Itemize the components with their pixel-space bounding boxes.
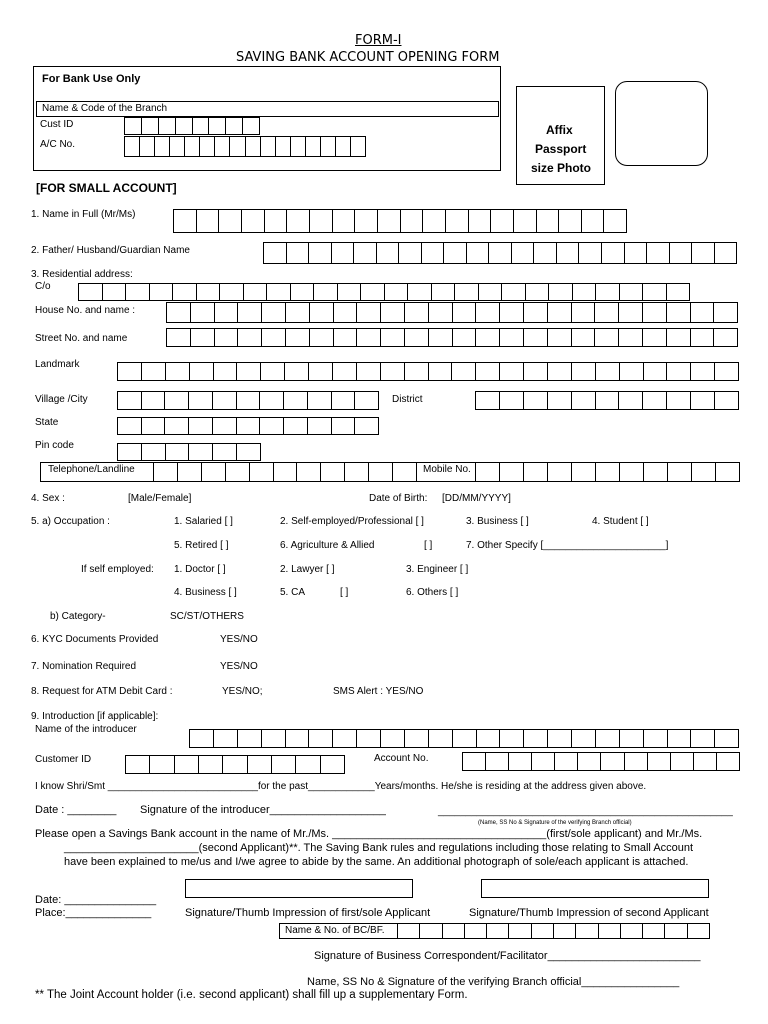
self-business[interactable]: 4. Business [ ] <box>174 587 237 598</box>
kyc-label: 6. KYC Documents Provided <box>31 634 159 645</box>
introducer-signature: Signature of the introducer___________________ <box>140 804 386 816</box>
customer-id-cells[interactable] <box>125 755 345 774</box>
name-label: 1. Name in Full (Mr/Ms) <box>31 209 136 220</box>
self-lawyer[interactable]: 2. Lawyer [ ] <box>280 564 335 575</box>
father-label: 2. Father/ Husband/Guardian Name <box>31 245 190 256</box>
self-engineer[interactable]: 3. Engineer [ ] <box>406 564 469 575</box>
second-photo-box <box>615 81 708 166</box>
introducer-name-cells[interactable] <box>189 729 739 748</box>
signature-place: Place:______________ <box>35 907 152 919</box>
state-cells[interactable] <box>117 417 379 435</box>
state-label: State <box>35 417 59 428</box>
self-doctor[interactable]: 1. Doctor [ ] <box>174 564 226 575</box>
occupation-self-employed[interactable]: 2. Self-employed/Professional [ ] <box>280 516 424 527</box>
nomination-value[interactable]: YES/NO <box>220 661 258 672</box>
district-label: District <box>392 394 423 405</box>
co-label: C/o <box>35 281 51 292</box>
section-title: [FOR SMALL ACCOUNT] <box>36 181 177 195</box>
self-employed-label: If self employed: <box>81 564 154 575</box>
name-cells[interactable] <box>173 209 627 233</box>
verifying-signature-caption: (Name, SS No & Signature of the verifying Branch official) <box>478 820 632 826</box>
declaration-line-3: have been explained to me/us and I/we agree to abide by the same. An additional photograph of sole/each applicant is attached. <box>64 856 689 868</box>
house-cells[interactable] <box>166 302 738 323</box>
occupation-business[interactable]: 3. Business [ ] <box>466 516 529 527</box>
ac-no-cells[interactable] <box>124 136 366 157</box>
customer-id-label: Customer ID <box>35 754 92 765</box>
footnote: ** The Joint Account holder (i.e. second applicant) shall fill up a supplementary Form. <box>35 989 468 1001</box>
landmark-label: Landmark <box>35 359 80 370</box>
nomination-label: 7. Nomination Required <box>31 661 137 672</box>
mobile-label: Mobile No. <box>423 464 471 475</box>
father-cells[interactable] <box>263 242 737 264</box>
atm-label: 8. Request for ATM Debit Card : <box>31 686 173 697</box>
district-cells[interactable] <box>475 391 739 410</box>
sms-alert[interactable]: SMS Alert : YES/NO <box>333 686 424 697</box>
form-number: FORM-I <box>355 33 402 48</box>
photo-text-3: size Photo <box>531 161 592 175</box>
bc-name-label: Name & No. of BC/BF. <box>285 925 385 936</box>
bank-use-title: For Bank Use Only <box>42 73 141 85</box>
first-applicant-signature-box[interactable] <box>185 879 413 898</box>
photo-text-1: Affix <box>546 123 573 137</box>
occupation-other[interactable]: 7. Other Specify [______________________] <box>466 540 669 551</box>
second-applicant-signature-label: Signature/Thumb Impression of second Applicant <box>469 907 709 919</box>
self-others[interactable]: 6. Others [ ] <box>406 587 459 598</box>
kyc-value[interactable]: YES/NO <box>220 634 258 645</box>
pin-label: Pin code <box>35 440 74 451</box>
verifying-signature-line: _____________________________________________________ <box>438 806 733 817</box>
signature-date: Date: _______________ <box>35 894 157 906</box>
declaration-line-1: Please open a Savings Bank account in the name of Mr./Ms. ___________________________________(first/sole applicant) and Mr./Ms. <box>35 828 703 840</box>
intro-label: 9. Introduction [if applicable]: <box>31 711 159 722</box>
occupation-salaried[interactable]: 1. Salaried [ ] <box>174 516 233 527</box>
street-cells[interactable] <box>166 328 738 347</box>
occupation-student[interactable]: 4. Student [ ] <box>592 516 649 527</box>
dob-format: [DD/MM/YYYY] <box>442 493 511 504</box>
first-applicant-signature-label: Signature/Thumb Impression of first/sole Applicant <box>185 907 431 919</box>
bc-signature: Signature of Business Correspondent/Facilitator_________________________ <box>314 950 701 962</box>
branch-official-signature: Name, SS No & Signature of the verifying Branch official________________ <box>307 976 680 988</box>
introducer-name-label: Name of the introducer <box>35 724 137 735</box>
branch-label: Name & Code of the Branch <box>42 103 168 114</box>
occupation-agriculture-box[interactable]: [ ] <box>424 540 433 551</box>
declaration-line-2: ______________________(second Applicant)**. The Saving Bank rules and regulations including those relating to Small Account <box>64 842 694 854</box>
cust-id-cells[interactable] <box>124 117 260 135</box>
co-cells[interactable] <box>78 283 690 301</box>
account-no-label: Account No. <box>374 753 429 764</box>
address-label: 3. Residential address: <box>31 269 133 280</box>
atm-value[interactable]: YES/NO; <box>222 686 263 697</box>
mobile-cells[interactable] <box>475 462 740 482</box>
self-ca[interactable]: 5. CA <box>280 587 306 598</box>
intro-date: Date : ________ <box>35 804 117 816</box>
cust-id-label: Cust ID <box>40 119 74 130</box>
second-applicant-signature-box[interactable] <box>481 879 709 898</box>
pin-cells[interactable] <box>117 443 261 461</box>
telephone-cells[interactable] <box>153 462 417 482</box>
telephone-label: Telephone/Landline <box>48 464 135 475</box>
category-label: b) Category- <box>50 611 106 622</box>
photo-text-2: Passport <box>535 142 587 156</box>
self-ca-box[interactable]: [ ] <box>340 587 349 598</box>
street-label: Street No. and name <box>35 333 128 344</box>
village-label: Village /City <box>35 394 88 405</box>
know-line: I know Shri/Smt ___________________________for the past____________Years/months. He/she is residing at the address given above. <box>35 781 647 792</box>
bc-name-cells[interactable] <box>397 923 710 939</box>
house-label: House No. and name : <box>35 305 136 316</box>
category-value: SC/ST/OTHERS <box>170 611 244 622</box>
occupation-agriculture[interactable]: 6. Agriculture & Allied <box>280 540 375 551</box>
occupation-retired[interactable]: 5. Retired [ ] <box>174 540 229 551</box>
ac-no-label: A/C No. <box>40 139 76 150</box>
account-no-cells[interactable] <box>462 752 740 771</box>
form-title: SAVING BANK ACCOUNT OPENING FORM <box>236 50 500 65</box>
village-cells[interactable] <box>117 391 379 410</box>
sex-options: [Male/Female] <box>128 493 192 504</box>
dob-label: Date of Birth: <box>369 493 428 504</box>
landmark-cells[interactable] <box>117 362 739 381</box>
sex-label: 4. Sex : <box>31 493 65 504</box>
occupation-label: 5. a) Occupation : <box>31 516 110 527</box>
